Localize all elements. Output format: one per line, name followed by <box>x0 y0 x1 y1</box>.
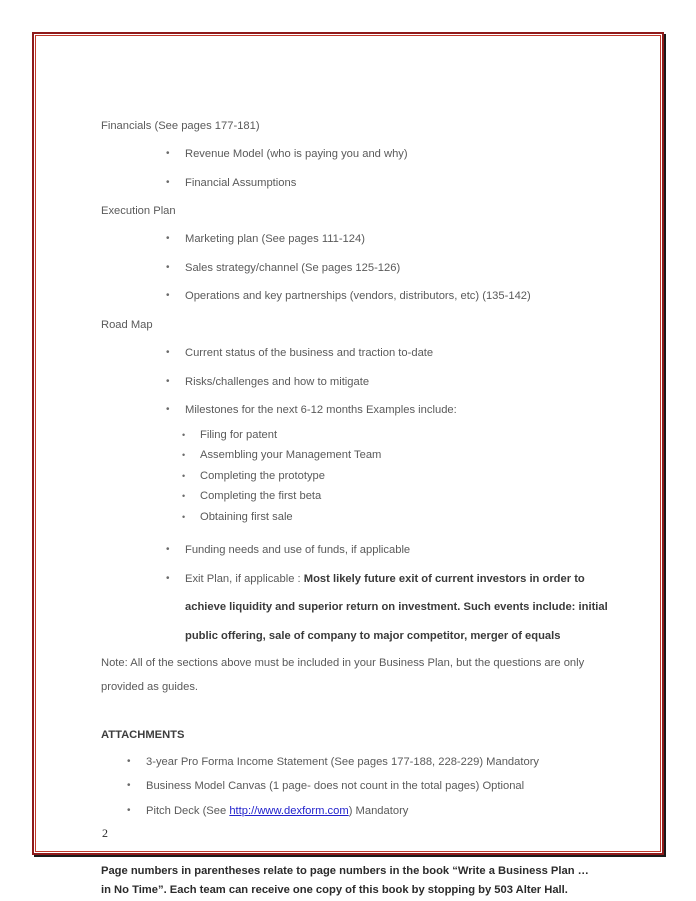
list-item <box>101 368 613 397</box>
list-item-label: Operations and key partnerships (vendors, distributors, etc) (135-142) <box>185 290 531 303</box>
list-item-label: Funding needs and use of funds, if applicable <box>185 544 411 557</box>
exit-plan-label: Exit Plan, if applicable : <box>185 572 304 585</box>
exit-plan-text <box>185 565 613 651</box>
bullet-icon: • <box>166 404 170 416</box>
attachment-label-prefix: Pitch Deck (See <box>146 805 230 817</box>
sub-list-item-label: Obtaining first sale <box>200 510 293 523</box>
attachment-label: 3-year Pro Forma Income Statement (See pages 177-188, 228-229) Mandatory <box>146 755 540 768</box>
spacer <box>101 824 613 862</box>
bullet-icon: • <box>127 755 131 767</box>
bullet-icon: • <box>166 544 170 556</box>
attachment-label <box>146 799 613 824</box>
list-item <box>101 169 613 198</box>
sub-list-item-label: Filing for patent <box>200 428 278 441</box>
bullet-icon: • <box>166 375 170 387</box>
list-item-label: Risks/challenges and how to mitigate <box>185 375 370 388</box>
list-item-label: Financial Assumptions <box>185 176 297 189</box>
sub-list-item-label: Completing the first beta <box>200 490 322 503</box>
exit-plan-detail: Most likely future exit of current investors in order to achieve liquidity and superior return on investment. Such events include: initial public offering, sale of company to major competitor, merger of equals <box>185 572 608 643</box>
list-item-label: Milestones for the next 6-12 months Examples include: <box>185 404 457 417</box>
note-paragraph: Note: All of the sections above must be included in your Business Plan, but the questions are only provided as guides. <box>101 656 585 694</box>
attachment-list-item <box>101 774 613 799</box>
sub-list-item <box>101 445 613 466</box>
attachment-list-item <box>101 799 613 824</box>
sub-list-item-label: Assembling your Management Team <box>200 449 382 462</box>
spacer <box>101 527 613 536</box>
bullet-icon: • <box>127 780 131 792</box>
list-item-label: Revenue Model (who is paying you and why) <box>185 148 408 160</box>
list-item <box>101 254 613 283</box>
sub-list-item <box>101 486 613 507</box>
spacer <box>101 700 613 720</box>
bullet-icon: • <box>166 148 170 159</box>
bullet-icon: • <box>182 491 186 502</box>
bullet-icon: • <box>182 429 186 440</box>
dexform-link[interactable]: http://www.dexform.com <box>229 805 349 817</box>
bullet-icon: • <box>182 470 186 481</box>
list-item <box>101 140 613 169</box>
sub-list-item <box>101 425 613 446</box>
closing-note: Page numbers in parentheses relate to page numbers in the book “Write a Business Plan … in No Time”. Each team can receive one copy of this book by stopping by 503 Alter Hall. <box>101 864 589 897</box>
list-item-label: Marketing plan (See pages 111-124) <box>185 233 365 246</box>
section-heading-road-map: Road Map <box>101 318 153 331</box>
bullet-icon: • <box>166 290 170 302</box>
sub-list-item-label: Completing the prototype <box>200 469 326 482</box>
attachments-heading: ATTACHMENTS <box>101 728 185 741</box>
page-number: 2 <box>102 826 108 840</box>
bullet-icon: • <box>166 176 170 188</box>
list-item <box>101 282 613 311</box>
list-item <box>101 396 613 425</box>
attachment-label-suffix: ) Mandatory <box>348 805 409 817</box>
bullet-icon: • <box>166 233 170 245</box>
bullet-icon: • <box>166 572 170 584</box>
sub-list-item <box>101 466 613 487</box>
bullet-icon: • <box>182 511 186 522</box>
attachment-list-item <box>101 750 613 775</box>
section-heading-execution-plan: Execution Plan <box>101 205 176 218</box>
section-heading-financials: Financials (See pages 177-181) <box>101 120 260 132</box>
bullet-icon: • <box>166 261 170 273</box>
list-item <box>101 536 613 565</box>
list-item-label: Current status of the business and traction to-date <box>185 346 434 359</box>
bullet-icon: • <box>166 346 170 358</box>
sub-list-item <box>101 507 613 528</box>
attachment-label: Business Model Canvas (1 page- does not count in the total pages) Optional <box>146 780 525 793</box>
bullet-icon: • <box>182 450 186 461</box>
list-item-label: Sales strategy/channel (Se pages 125-126) <box>185 261 401 274</box>
list-item <box>101 225 613 254</box>
list-item-exit-plan <box>101 565 613 651</box>
bullet-icon: • <box>127 805 131 816</box>
document-body <box>101 112 613 901</box>
list-item <box>101 339 613 368</box>
